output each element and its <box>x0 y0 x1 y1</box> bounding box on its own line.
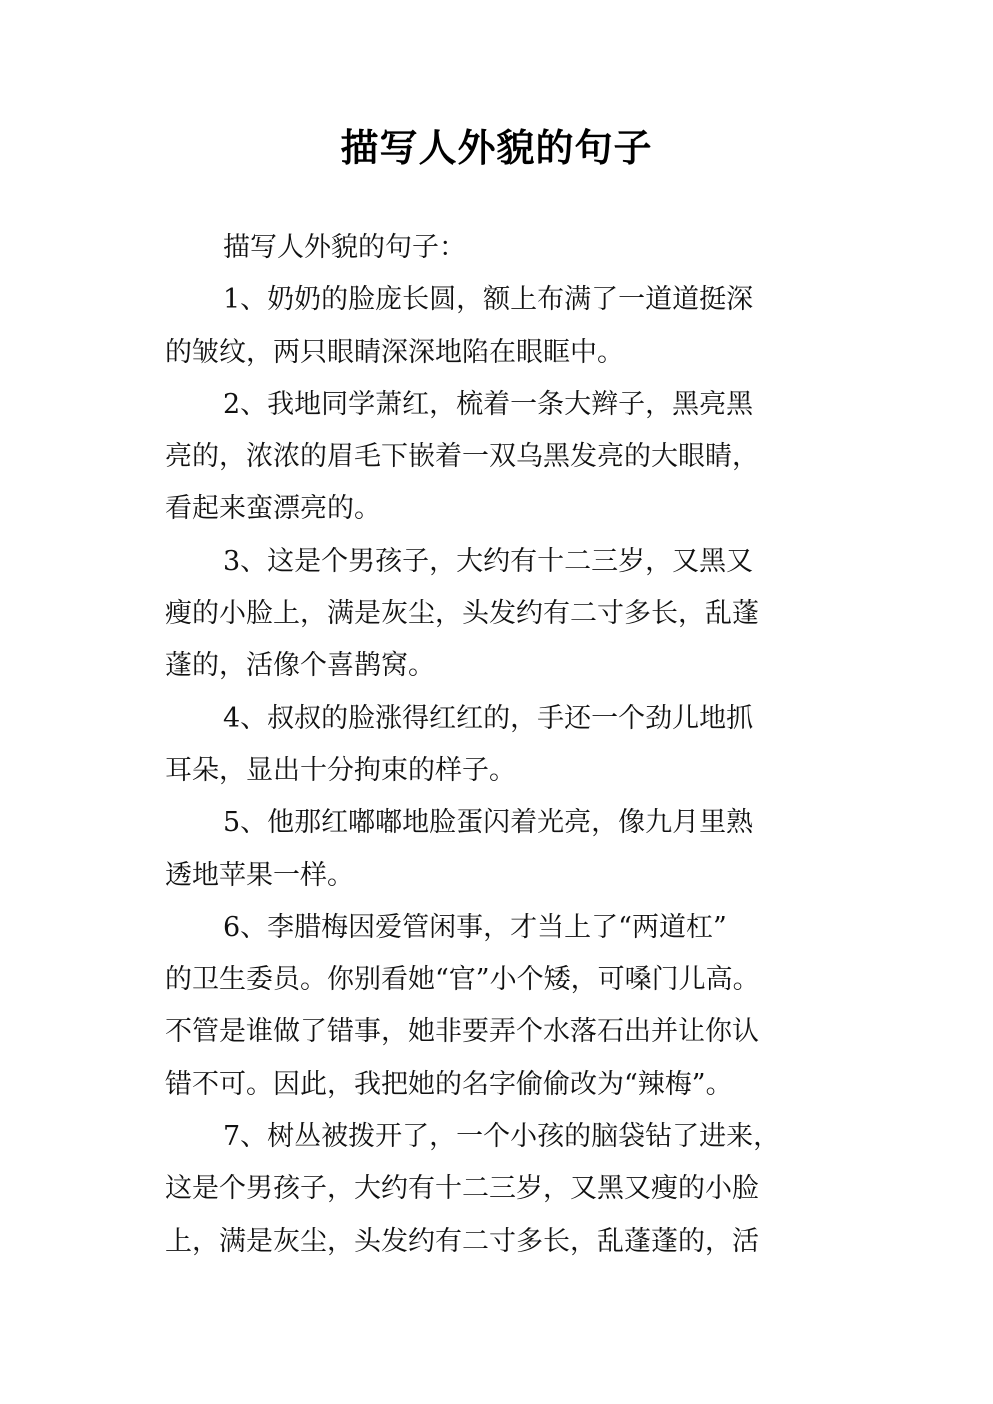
paragraph-7-line-2: 这是个男孩子，大约有十二三岁，又黑又瘦的小脸 <box>165 1173 759 1205</box>
document-body <box>165 222 845 1268</box>
paragraph-6-line-3: 不管是谁做了错事，她非要弄个水落石出并让你认 <box>165 1016 759 1048</box>
paragraph-3-line-1: 3、这是个男孩子，大约有十二三岁，又黑又 <box>223 545 754 577</box>
paragraph-4-line-1: 4、叔叔的脸涨得红红的，手还一个劲儿地抓 <box>223 702 754 734</box>
paragraph-3-line-2: 瘦的小脸上，满是灰尘，头发约有二寸多长，乱蓬 <box>165 598 759 630</box>
intro-line: 描写人外貌的句子： <box>223 232 466 263</box>
paragraph-2-line-1: 2、我地同学萧红，梳着一条大辫子，黑亮黑 <box>223 388 754 420</box>
paragraph-5-line-1: 5、他那红嘟嘟地脸蛋闪着光亮，像九月里熟 <box>223 807 754 839</box>
paragraph-6-line-2: 的卫生委员。你别看她“官”小个矮，可嗓门儿高。 <box>165 964 760 996</box>
paragraph-7-line-3: 上，满是灰尘，头发约有二寸多长，乱蓬蓬的，活 <box>165 1225 759 1257</box>
paragraph-6-line-4: 错不可。因此，我把她的名字偷偷改为“辣梅”。 <box>165 1068 733 1100</box>
paragraph-2-line-3: 看起来蛮漂亮的。 <box>165 493 381 525</box>
paragraph-4-line-2: 耳朵，显出十分拘束的样子。 <box>165 754 516 786</box>
paragraph-6-line-1: 6、李腊梅因爱管闲事，才当上了“两道杠” <box>223 911 727 943</box>
paragraph-2-line-2: 亮的，浓浓的眉毛下嵌着一双乌黑发亮的大眼睛， <box>165 441 759 473</box>
paragraph-7-line-1: 7、树丛被拨开了，一个小孩的脑袋钻了进来， <box>223 1121 781 1153</box>
paragraph-1-line-1: 1、奶奶的脸庞长圆，额上布满了一道道挺深 <box>223 284 754 316</box>
paragraph-1-line-2: 的皱纹，两只眼睛深深地陷在眼眶中。 <box>165 336 624 368</box>
paragraph-5-line-2: 透地苹果一样。 <box>165 859 354 891</box>
paragraph-3-line-3: 蓬的，活像个喜鹊窝。 <box>165 650 435 682</box>
document-title: 描写人外貌的句子 <box>340 126 653 170</box>
